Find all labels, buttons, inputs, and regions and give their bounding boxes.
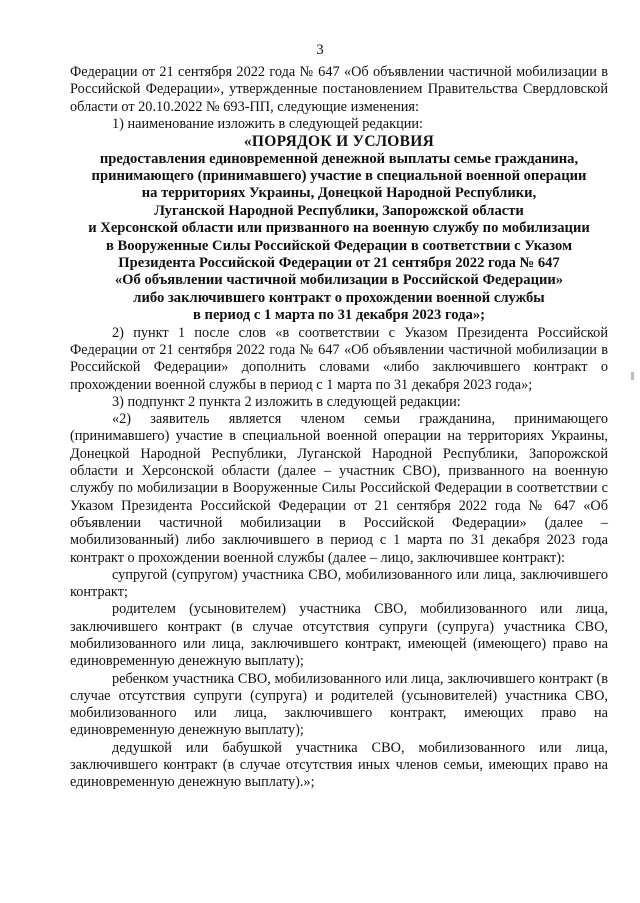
order-title: «ПОРЯДОК И УСЛОВИЯ	[243, 133, 435, 151]
list-item: ребенком участника СВО, мобилизованного или лица, заключившего контракт (в случае отсутствия супруги (супруга) и родителей (усыновителей) участника СВО, мобилизованного или лица, заключившего контракт, имеющих право на единовременную денежную выплату);	[70, 670, 608, 739]
item-1: 1) наименование изложить в следующей редакции:	[112, 115, 423, 132]
list-item: супругой (супругом) участника СВО, мобилизованного или лица, заключившего контракт;	[70, 566, 608, 601]
order-title-line: Луганской Народной Республики, Запорожской области	[154, 202, 524, 219]
order-title-line: в Вооруженные Силы Российской Федерации в соответствии с Указом	[105, 237, 573, 254]
list-item: родителем (усыновителем) участника СВО, мобилизованного или лица, заключившего контракт (в случае отсутствия супруги (супруга) участника СВО, мобилизованного или лица, заключившего контракт, имеющей (имеющего) право на единовременную денежную выплату);	[70, 601, 608, 670]
order-title-line: принимающего (принимавшего) участие в специальной военной операции	[91, 168, 587, 184]
order-title-line: либо заключившего контракт о прохождении военной службы	[133, 289, 545, 306]
order-title-line: в период с 1 марта по 31 декабря 2023 года»;	[193, 307, 485, 324]
order-title-line: Президента Российской Федерации от 21 сентября 2022 года № 647	[118, 255, 560, 272]
order-title-line: предоставления единовременной денежной выплаты семье гражданина,	[99, 150, 579, 167]
subitem-2: «2) заявитель является членом семьи гражданина, принимающего (принимавшего) участие в специальной военной операции на территориях Украины, Донецкой Народной Республики, Луганской Народной Республики, Запорожской области и Херсонской области (далее – участник СВО), призванного на военную службу по мобилизации в Вооруженные Силы Российской Федерации в соответствии с Указом Президента Российской Федерации от 21 сентября 2022 года № 647 «Об объявлении частичной мобилизации в Российской Федерации» (далее – мобилизованный) либо заключившего в период с 1 марта по 31 декабря 2023 года контракт о прохождении военной службы (далее – лицо, заключившее контракт):	[70, 411, 608, 566]
page-number: 3	[316, 42, 324, 58]
margin-scan-mark	[631, 372, 634, 380]
list-item: дедушкой или бабушкой участника СВО, мобилизованного или лица, заключившего контракт (в случае отсутствия иных членов семьи, имеющих право на единовременную денежную выплату).»;	[70, 739, 608, 791]
item-3: 3) подпункт 2 пункта 2 изложить в следующей редакции:	[112, 393, 461, 410]
item-2: 2) пункт 1 после слов «в соответствии с Указом Президента Российской Федерации от 21 сентября 2022 года № 647 «Об объявлении частичной мобилизации в Российской Федерации» дополнить словами «либо заключившего контракт о прохождении военной службы в период с 1 марта по 31 декабря 2023 года»;	[70, 324, 608, 393]
order-title-line: и Херсонской области или призванного на военную службу по мобилизации	[88, 220, 590, 237]
order-title-line: на территориях Украины, Донецкой Народной Республики,	[141, 185, 537, 202]
document-body	[70, 64, 608, 792]
intro-paragraph: Федерации от 21 сентября 2022 года № 647 «Об объявлении частичной мобилизации в Российской Федерации», утвержденные постановлением Правительства Свердловской области от 20.10.2022 № 693-ПП, следующие изменения:	[70, 64, 608, 115]
order-title-line: «Об объявлении частичной мобилизации в Российской Федерации»	[114, 272, 564, 289]
